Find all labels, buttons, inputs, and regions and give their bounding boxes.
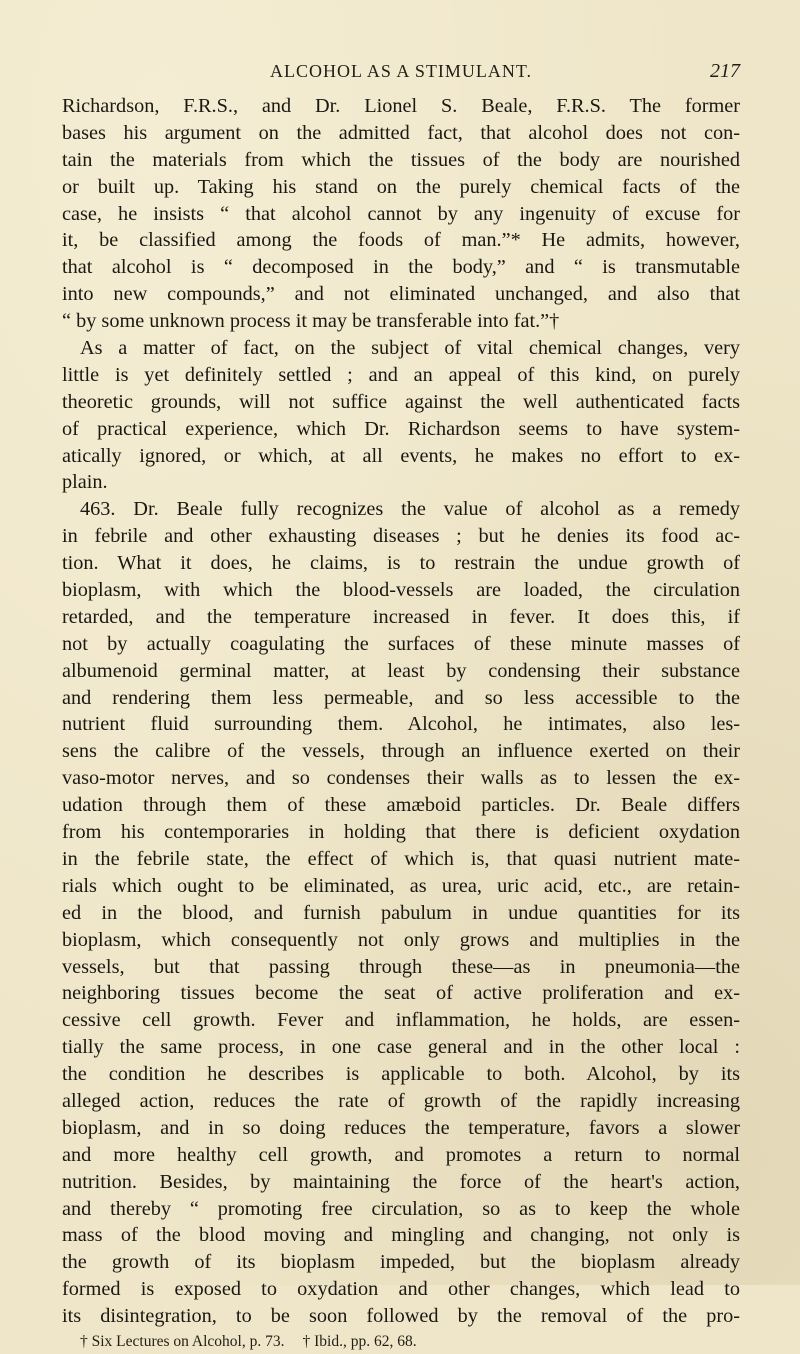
text-line: alleged action, reduces the rate of growth of the rapidly increasing: [62, 1089, 740, 1112]
text-line: vaso-motor nerves, and so condenses their walls as to lessen the ex-: [62, 767, 740, 790]
text-line: formed is exposed to oxydation and other changes, which lead to: [62, 1278, 740, 1301]
text-line: not by actually coagulating the surfaces of these minute masses of: [62, 632, 740, 655]
text-line: that alcohol is “ decomposed in the body,” and “ is transmutable: [62, 256, 740, 279]
footnotes: [62, 1330, 740, 1354]
text-line: nutrient fluid surrounding them. Alcohol, he intimates, also les-: [62, 713, 740, 736]
text-line: in the febrile state, the effect of which is, that quasi nutrient mate-: [62, 847, 740, 870]
page-number: 217: [710, 60, 740, 82]
footnote-2: † Ibid., pp. 62, 68.: [302, 1332, 417, 1350]
text-line: ed in the blood, and furnish pabulum in undue quantities for its: [62, 901, 740, 924]
text-line: or built up. Taking his stand on the purely chemical facts of the: [62, 175, 740, 198]
text-line: the growth of its bioplasm impeded, but the bioplasm already: [62, 1251, 740, 1274]
running-head: [62, 58, 740, 84]
text-line: plain.: [62, 471, 108, 494]
text-line: bioplasm, which consequently not only grows and multiplies in the: [62, 928, 740, 951]
text-line: retarded, and the temperature increased in fever. It does this, if: [62, 605, 740, 628]
text-line: little is yet definitely settled ; and an appeal of this kind, on purely: [62, 363, 740, 386]
text-line: mass of the blood moving and mingling and changing, not only is: [62, 1224, 740, 1247]
text-line: the condition he describes is applicable to both. Alcohol, by its: [62, 1063, 740, 1086]
running-title: ALCOHOL AS A STIMULANT.: [269, 61, 532, 81]
body-text: [62, 93, 740, 1354]
text-line: its disintegration, to be soon followed by the removal of the pro-: [62, 1305, 740, 1328]
text-line: tain the materials from which the tissues of the body are nourished: [62, 148, 740, 171]
text-line: and more healthy cell growth, and promotes a return to normal: [62, 1143, 740, 1166]
text-line: cessive cell growth. Fever and inflammation, he holds, are essen-: [62, 1009, 740, 1032]
text-line: albumenoid germinal matter, at least by condensing their substance: [62, 659, 740, 682]
text-line: it, be classified among the foods of man.”* He admits, however,: [62, 229, 740, 252]
text-line: “ by some unknown process it may be transferable into fat.”†: [62, 310, 560, 333]
text-line: and thereby “ promoting free circulation, so as to keep the whole: [62, 1197, 740, 1220]
text-line: bioplasm, with which the blood-vessels are loaded, the circulation: [62, 579, 740, 602]
text-line: case, he insists “ that alcohol cannot by any ingenuity of excuse for: [62, 202, 740, 225]
text-line: bioplasm, and in so doing reduces the temperature, favors a slower: [62, 1116, 740, 1139]
footnote-1: † Six Lectures on Alcohol, p. 73.: [80, 1332, 285, 1350]
text-line: of practical experience, which Dr. Richardson seems to have system-: [62, 417, 740, 440]
text-line: sens the calibre of the vessels, through an influence exerted on their: [62, 740, 740, 763]
text-line: tially the same process, in one case general and in the other local :: [62, 1036, 740, 1059]
text-line: neighboring tissues become the seat of active proliferation and ex-: [62, 982, 740, 1005]
paragraph-start-line: 463. Dr. Beale fully recognizes the value of alcohol as a remedy: [80, 498, 740, 521]
text-line: from his contemporaries in holding that there is deficient oxydation: [62, 821, 740, 844]
text-line: bases his argument on the admitted fact, that alcohol does not con-: [62, 121, 740, 144]
text-line: tion. What it does, he claims, is to restrain the undue growth of: [62, 552, 740, 575]
text-line: Richardson, F.R.S., and Dr. Lionel S. Beale, F.R.S. The former: [62, 95, 740, 117]
text-line: udation through them of these amæboid particles. Dr. Beale differs: [62, 794, 740, 817]
text-line: nutrition. Besides, by maintaining the force of the heart's action,: [62, 1170, 740, 1193]
text-line: rials which ought to be eliminated, as urea, uric acid, etc., are retain-: [62, 874, 740, 897]
text-line: vessels, but that passing through these—as in pneumonia—the: [62, 955, 740, 978]
text-line: into new compounds,” and not eliminated unchanged, and also that: [62, 283, 740, 306]
text-line: atically ignored, or which, at all events, he makes no effort to ex-: [62, 444, 740, 467]
paragraph-start-line: As a matter of fact, on the subject of vital chemical changes, very: [80, 337, 740, 360]
text-line: and rendering them less permeable, and so less accessible to the: [62, 686, 740, 709]
text-line: in febrile and other exhausting diseases ; but he denies its food ac-: [62, 525, 740, 548]
text-line: theoretic grounds, will not suffice against the well authenticated facts: [62, 390, 740, 413]
